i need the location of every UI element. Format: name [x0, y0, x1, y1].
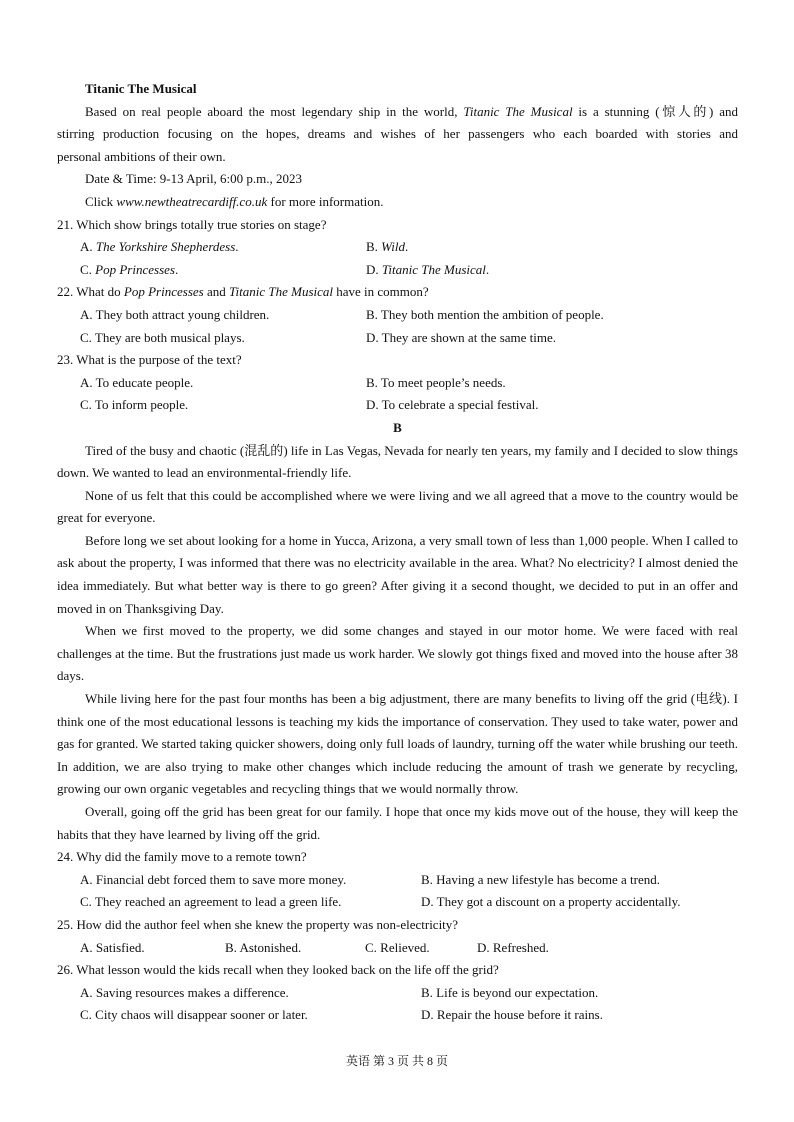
option-row — [57, 327, 738, 350]
option-row — [57, 1004, 738, 1027]
option-a: A. To educate people. — [80, 374, 194, 390]
paragraph: None of us felt that this could be accomplished where we were living and we all agreed that a move to the country would be great for everyone. — [57, 487, 738, 526]
show-date: Date & Time: 9-13 April, 6:00 p.m., 2023 — [85, 171, 303, 187]
question-stem: 21. Which show brings totally true stories on stage? — [57, 216, 327, 232]
option-c: C. City chaos will disappear sooner or later. — [80, 1007, 308, 1023]
option-c: C. They are both musical plays. — [80, 329, 245, 345]
option-b: B. Wild. — [366, 239, 409, 255]
option-a: A. Satisfied. — [80, 939, 145, 955]
question-stem: 25. How did the author feel when she knew the property was non-electricity? — [57, 916, 459, 932]
option-d: D. They are shown at the same time. — [366, 329, 557, 345]
section-b-label: B — [393, 419, 402, 435]
option-b: B. Astonished. — [225, 939, 302, 955]
option-c: C. Relieved. — [365, 939, 430, 955]
paragraph: While living here for the past four months has been a big adjustment, there are many benefits to living off the grid (电线). I think one of the most educational lessons is teaching my kids the importance of conservation. They used to take water, power and gas for granted. We started taking quicker showers, doing only full loads of laundry, turning off the water while brushing our teeth. In addition, we are also trying to make other changes which include reducing the amount of trash we generate by recycling, growing our own organic vegetables and recycling things that we would normally throw. — [57, 691, 738, 797]
option-a: A. Financial debt forced them to save more money. — [80, 871, 347, 887]
page-footer: 英语 第 3 页 共 8 页 — [345, 1054, 448, 1068]
question-stem: 26. What lesson would the kids recall when they looked back on the life off the grid? — [57, 962, 499, 978]
option-row — [57, 982, 738, 1005]
option-b: B. To meet people’s needs. — [366, 374, 506, 390]
question-stem: 22. What do Pop Princesses and Titanic The Musical have in common? — [57, 284, 429, 300]
paragraph: When we first moved to the property, we did some changes and stayed in our motor home. We were faced with real challenges at the time. But the frustrations just made us work harder. We slowly got things fixed and moved into the house after 38 days. — [57, 623, 738, 684]
option-c: C. To inform people. — [80, 397, 189, 413]
option-b: B. Having a new lifestyle has become a trend. — [421, 871, 660, 887]
option-d: D. They got a discount on a property accidentally. — [421, 894, 681, 910]
question-stem: 23. What is the purpose of the text? — [57, 352, 242, 368]
option-row — [57, 372, 738, 395]
option-d: D. To celebrate a special festival. — [366, 397, 539, 413]
paragraph: Tired of the busy and chaotic (混乱的) life in Las Vegas, Nevada for nearly ten years, my family and I decided to slow things down. We wanted to lead an environmental-friendly life. — [57, 442, 738, 481]
option-d: D. Refreshed. — [477, 939, 549, 955]
show-description-line-1: Based on real people aboard the most legendary ship in the world, Titanic The Musical is a stunning (惊人的) and — [85, 103, 739, 119]
option-row — [57, 394, 738, 417]
option-a: A. Saving resources makes a difference. — [80, 984, 289, 1000]
option-c: C. They reached an agreement to lead a green life. — [80, 894, 342, 910]
option-row — [57, 869, 738, 892]
show-link-line: Click www.newtheatrecardiff.co.uk for more information. — [85, 193, 384, 209]
show-description-line-2: stirring production focusing on the hopes, dreams and wishes of her passengers who each boarded with stories and — [57, 126, 738, 142]
option-a: A. They both attract young children. — [80, 306, 270, 322]
option-b: B. They both mention the ambition of people. — [366, 306, 604, 322]
option-d: D. Titanic The Musical. — [366, 261, 490, 277]
question-stem: 24. Why did the family move to a remote town? — [57, 849, 307, 865]
show-title: Titanic The Musical — [85, 81, 197, 96]
option-a: A. The Yorkshire Shepherdess. — [80, 239, 239, 255]
option-row — [57, 259, 738, 282]
exam-page — [57, 78, 738, 1027]
option-b: B. Life is beyond our expectation. — [421, 984, 599, 1000]
paragraph: Before long we set about looking for a home in Yucca, Arizona, a very small town of less than 1,000 people. When I called to ask about the property, I was informed that there was no electricity available in the area. What? No electricity? I almost denied the idea immediately. But what better way is there to go green? After giving it a second thought, we decided to put in an offer and moved in on Thanksgiving Day. — [57, 532, 738, 616]
option-row — [57, 891, 738, 914]
option-row — [57, 236, 738, 259]
show-url: www.newtheatrecardiff.co.uk — [116, 193, 268, 209]
option-d: D. Repair the house before it rains. — [421, 1007, 603, 1023]
option-row — [57, 304, 738, 327]
show-description-line-3: personal ambitions of their own. — [57, 148, 226, 164]
option-row — [57, 937, 738, 960]
passage-b — [57, 440, 738, 847]
option-c: C. Pop Princesses. — [80, 261, 179, 277]
paragraph: Overall, going off the grid has been great for our family. I hope that once my kids move out of the house, they will keep the habits that they have learned by living off the grid. — [57, 804, 738, 842]
